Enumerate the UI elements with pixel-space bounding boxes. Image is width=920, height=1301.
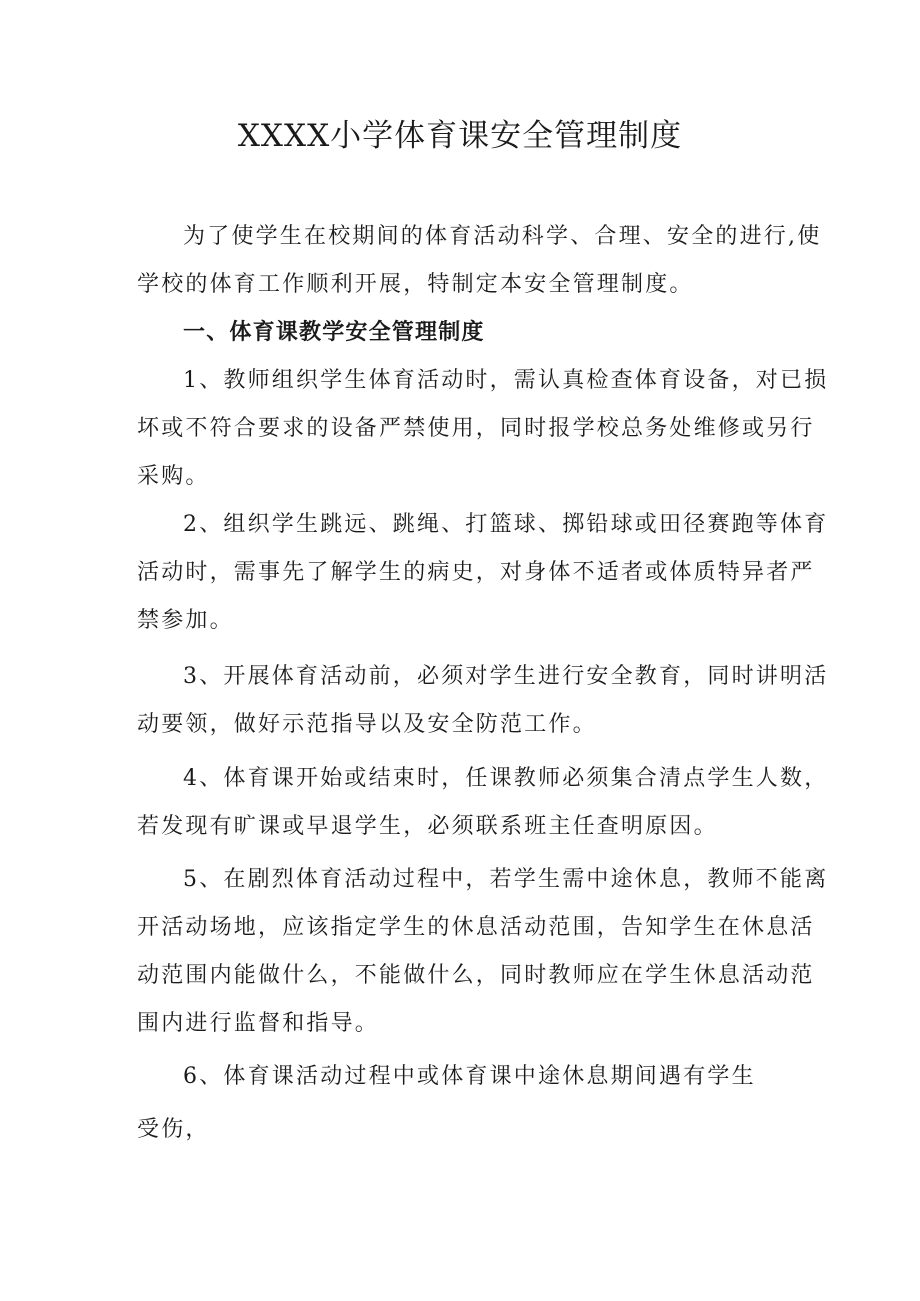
rule-item-2: 2、组织学生跳远、跳绳、打篮球、掷铅球或田径赛跑等体育活动时，需事先了解学生的病史，对身体不适者或体质特异者严禁参加。	[137, 512, 829, 633]
rule-item-6-line-2: 受伤，	[137, 1117, 210, 1142]
rule-item-5: 5、在剧烈体育活动过程中，若学生需中途休息，教师不能离开活动场地，应该指定学生的休息活动范围，告知学生在休息活动范围内能做什么，不能做什么，同时教师应在学生休息活动范围内进行监督和指导。	[137, 867, 829, 1036]
intro-paragraph: 为了使学生在校期间的体育活动科学、合理、安全的进行,使学校的体育工作顺利开展，特制定本安全管理制度。	[137, 224, 822, 297]
section-heading: 一、体育课教学安全管理制度	[183, 320, 485, 345]
rule-item-4: 4、体育课开始或结束时，任课教师必须集合清点学生人数，若发现有旷课或早退学生，必须联系班主任查明原因。	[137, 766, 829, 839]
rule-item-3: 3、开展体育活动前，必须对学生进行安全教育，同时讲明活动要领，做好示范指导以及安全防范工作。	[137, 664, 829, 737]
document-title: XXXX小学体育课安全管理制度	[237, 118, 683, 154]
rule-item-1: 1、教师组织学生体育活动时，需认真检查体育设备，对已损坏或不符合要求的设备严禁使用，同时报学校总务处维修或另行采购。	[137, 368, 829, 489]
rule-item-6-line-1: 6、体育课活动过程中或体育课中途休息期间遇有学生	[183, 1064, 756, 1089]
